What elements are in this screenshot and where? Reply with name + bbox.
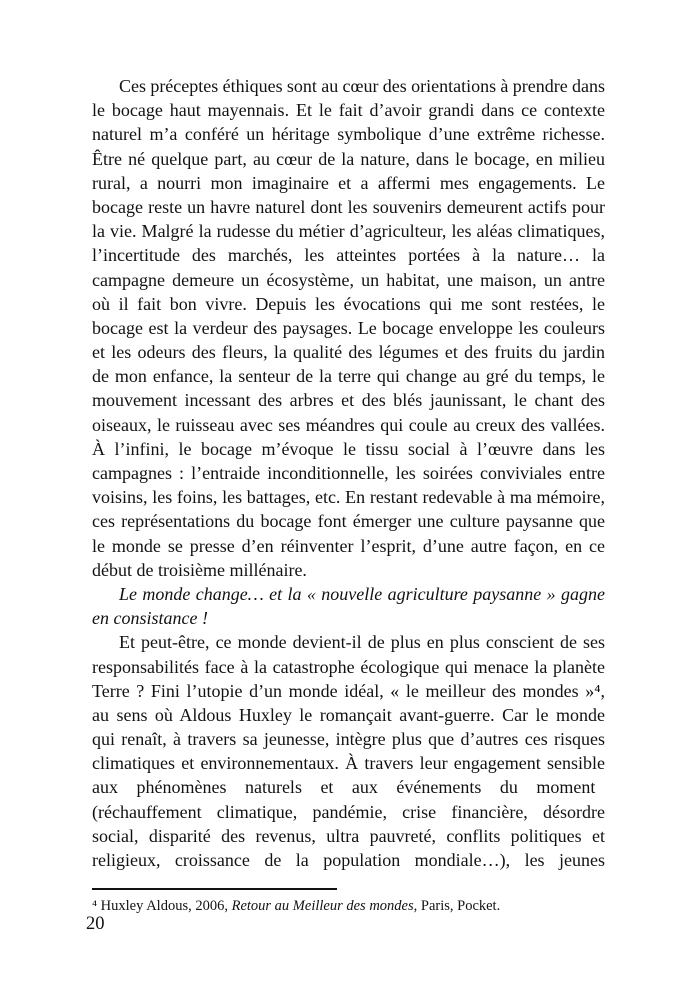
paragraph — [92, 74, 605, 582]
text-line: Le monde change… et la « nouvelle agriculture paysanne » gagne — [119, 583, 605, 604]
text-line: naturel m’a conféré un héritage symbolique d’une extrême richesse. — [92, 124, 605, 145]
page-number: 20 — [86, 914, 105, 934]
body-text — [92, 74, 605, 872]
text-line: au sens où Aldous Huxley le romançait avant-guerre. Car le monde — [92, 704, 605, 725]
text-line: le monde se presse d’en réinventer l’esprit, d’une autre façon, en ce — [92, 535, 605, 556]
text-line: qui renaît, à travers sa jeunesse, intègre plus que d’autres ces risques — [92, 729, 605, 750]
text-line: Être né quelque part, au cœur de la nature, dans le bocage, en milieu — [92, 148, 605, 169]
text-line: ces représentations du bocage font émerger une culture paysanne que — [92, 511, 605, 532]
text-line: voisins, les foins, les battages, etc. En restant redevable à ma mémoire, — [92, 487, 605, 508]
paragraph — [92, 630, 605, 872]
text-line: Ces préceptes éthiques sont au cœur des orientations à prendre dans — [119, 76, 605, 96]
footnote-text: ⁴ Huxley Aldous, 2006, — [92, 898, 232, 914]
text-line: À l’infini, le bocage m’évoque le tissu social à l’œuvre dans les — [92, 438, 605, 459]
text-line: le bocage haut mayennais. Et le fait d’avoir grandi dans ce contexte — [92, 100, 605, 121]
text-line: campagnes : l’entraide inconditionnelle, les soirées conviviales entre — [92, 463, 605, 483]
text-line: et les odeurs des fleurs, la qualité des légumes et des fruits du jardin — [92, 342, 605, 363]
paragraph — [92, 582, 605, 630]
text-line: bocage est la verdeur des paysages. Le bocage enveloppe les couleurs — [92, 317, 605, 338]
text-line: religieux, croissance de la population mondiale…), les jeunes — [92, 850, 605, 870]
text-line: aux phénomènes naturels et aux événements du moment — [92, 777, 596, 798]
text-line: début de troisième millénaire. — [92, 559, 307, 580]
text-line: climatiques et environnementaux. À travers leur engagement sensible — [92, 753, 605, 774]
footnote-book-title: Retour au Meilleur des mondes — [231, 898, 414, 914]
text-line: en consistance ! — [92, 608, 208, 629]
text-line: Et peut-être, ce monde devient-il de plus en plus conscient de ses — [119, 632, 605, 653]
text-line: oiseaux, le ruisseau avec ses méandres qui coule au creux des vallées. — [92, 414, 605, 435]
text-line: rural, a nourri mon imaginaire et a affermi mes engagements. Le — [92, 172, 605, 193]
text-line: mouvement incessant des arbres et des blés jaunissant, le chant des — [92, 390, 605, 411]
footnote-text: , Paris, Pocket. — [413, 898, 501, 914]
text-line: l’incertitude des marchés, les atteintes portées à la nature… la — [92, 245, 605, 266]
text-line: la vie. Malgré la rudesse du métier d’agriculteur, les aléas climatiques, — [92, 221, 605, 242]
text-line: Terre ? Fini l’utopie d’un monde idéal, « le meilleur des mondes »⁴, — [92, 680, 605, 701]
text-line: responsabilités face à la catastrophe écologique qui menace la planète — [92, 656, 605, 677]
text-line: bocage reste un havre naturel dont les souvenirs demeurent actifs pour — [92, 196, 605, 217]
footnote — [92, 897, 605, 915]
text-line: campagne demeure un écosystème, un habitat, une maison, un antre — [92, 269, 605, 290]
text-line: (réchauffement climatique, pandémie, crise financière, désordre — [92, 801, 605, 822]
footnote-rule — [92, 888, 337, 890]
text-line: où il fait bon vivre. Depuis les évocations qui me sont restées, le — [92, 293, 605, 314]
text-line: social, disparité des revenus, ultra pauvreté, conflits politiques et — [92, 825, 605, 846]
text-line: de mon enfance, la senteur de la terre qui change au gré du temps, le — [92, 366, 605, 387]
